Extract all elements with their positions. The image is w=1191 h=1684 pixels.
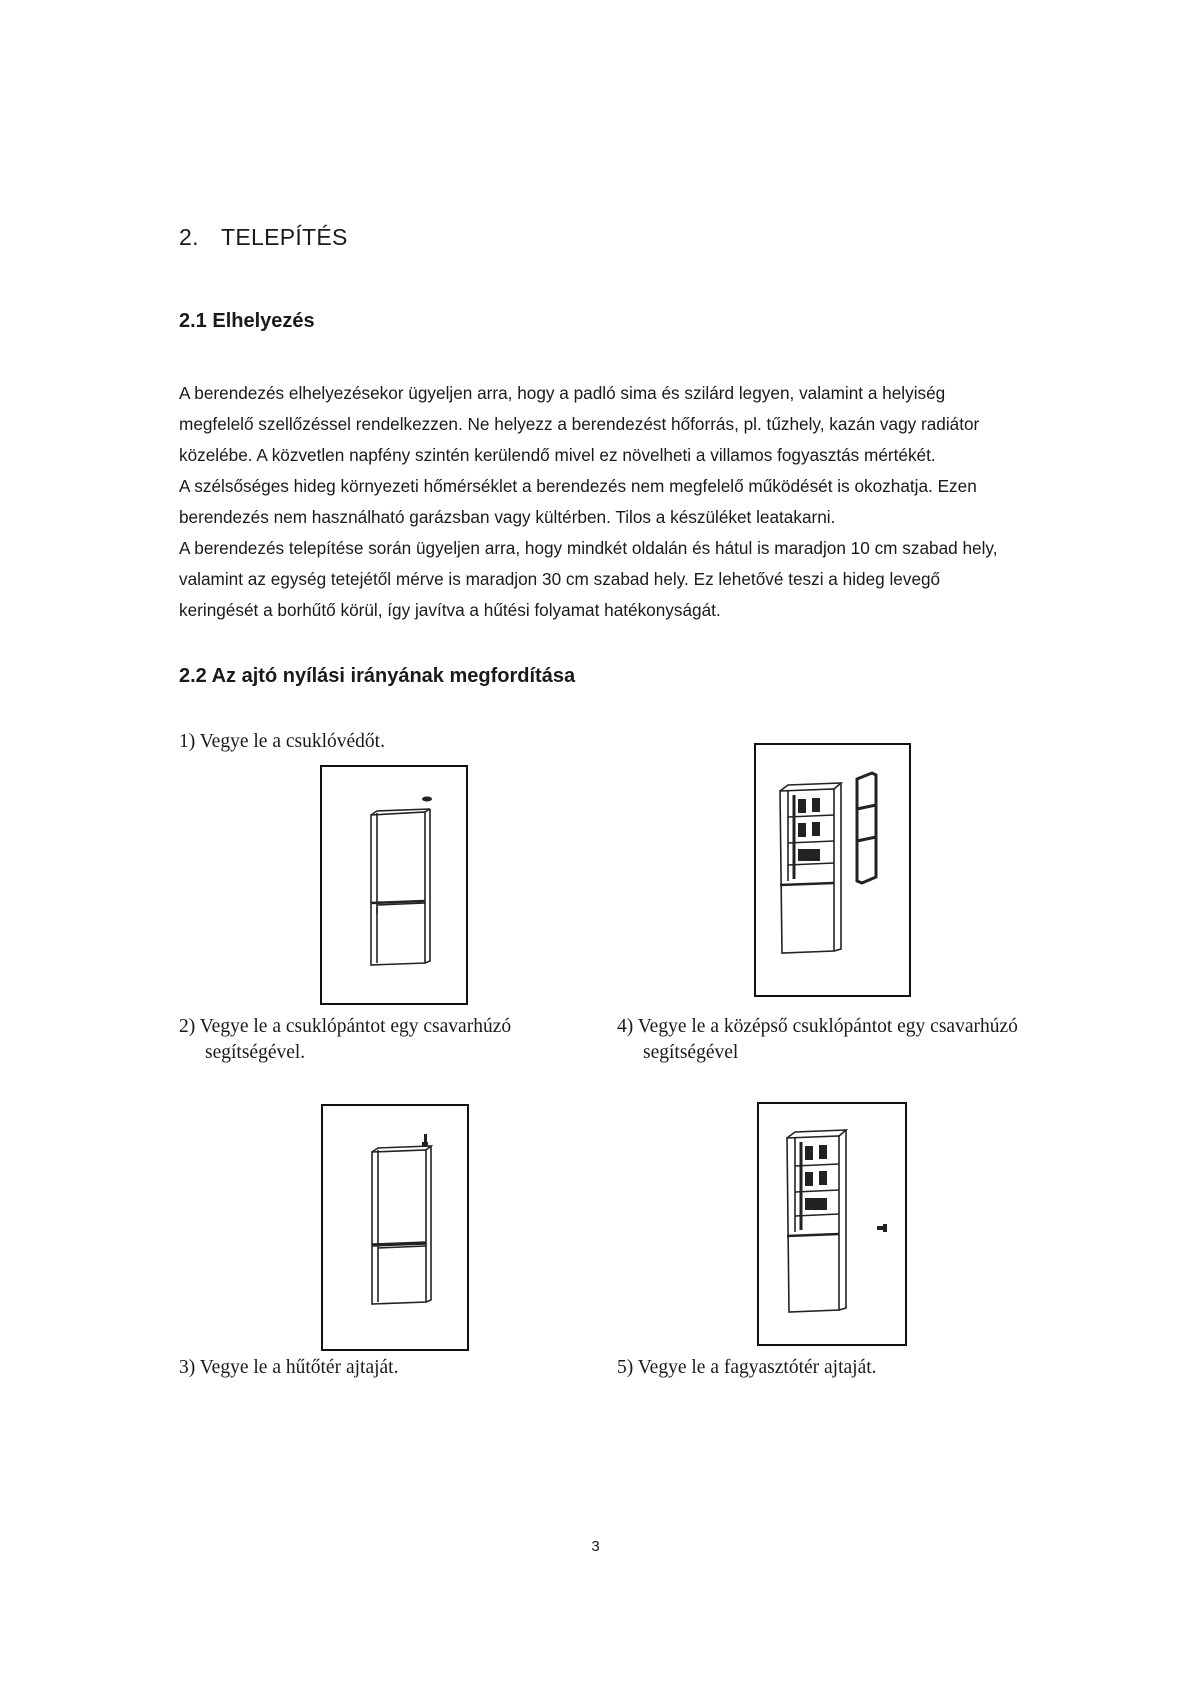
paragraph-line: megfelelő szellőzéssel rendelkezzen. Ne helyezz a berendezést hőforrás, pl. tűzhely, kazán vagy radiátor [179,414,980,434]
paragraph-line: valamint az egység tetejétől mérve is maradjon 30 cm szabad hely. Ez lehetővé teszi a hideg levegő [179,569,941,589]
subsection-heading-door-reversal: 2.2 Az ajtó nyílási irányának megfordítása [179,665,576,687]
fridge-illustration [371,809,430,965]
section-title-text: TELEPÍTÉS [221,224,348,250]
hinge-part [877,1224,887,1232]
section-title [179,224,348,251]
section-number: 2. [179,224,199,250]
paragraph-line: közelébe. A közvetlen napfény szintén kerülendő mivel ez növelheti a villamos fogyasztás mértékét. [179,445,936,465]
removed-door-illustration [857,773,876,883]
paragraph-line: A berendezés elhelyezésekor ügyeljen arra, hogy a padló sima és szilárd legyen, valamint a helyiség [179,383,946,403]
paragraph-line: A szélsőséges hideg környezeti hőmérséklet a berendezés nem megfelelő működését is okozhatja. Ezen [179,476,977,496]
fridge-illustration [372,1146,431,1304]
step-2-line-2: segítségével. [205,1042,306,1063]
hinge-cover-part [422,797,432,802]
step-4-line-2: segítségével [643,1042,739,1063]
page-number: 3 [591,1538,600,1555]
fridge-shelves [805,1145,827,1210]
subsection-heading-placement: 2.1 Elhelyezés [179,310,315,332]
paragraph-line: A berendezés telepítése során ügyeljen arra, hogy mindkét oldalán és hátul is maradjon 10 cm szabad hely, [179,538,998,558]
step-4-caption [617,1014,1018,1066]
fridge-shelves [798,798,820,861]
screwdriver-icon [422,1134,428,1146]
figure-step-4 [754,743,911,997]
figure-step-5 [757,1102,907,1346]
step-1-caption: 1) Vegye le a csuklóvédőt. [179,731,385,752]
step-2-line-1: 2) Vegye le a csuklópántot egy csavarhúzó [179,1016,512,1037]
step-5-caption: 5) Vegye le a fagyasztótér ajtaját. [617,1357,877,1378]
step-4-line-1: 4) Vegye le a középső csuklópántot egy csavarhúzó [617,1016,1018,1037]
paragraph-line: berendezés nem használható garázsban vagy kültérben. Tilos a készüléket leatakarni. [179,507,836,527]
step-3-caption: 3) Vegye le a hűtőtér ajtaját. [179,1357,399,1378]
placement-paragraph [179,378,1109,626]
step-2-caption [179,1014,511,1066]
fridge-illustration [787,1130,846,1312]
fridge-illustration [780,783,841,953]
paragraph-line: keringését a borhűtő körül, így javítva a hűtési folyamat hatékonyságát. [179,600,721,620]
figure-step-2 [321,1104,469,1351]
figure-step-1 [320,765,468,1005]
